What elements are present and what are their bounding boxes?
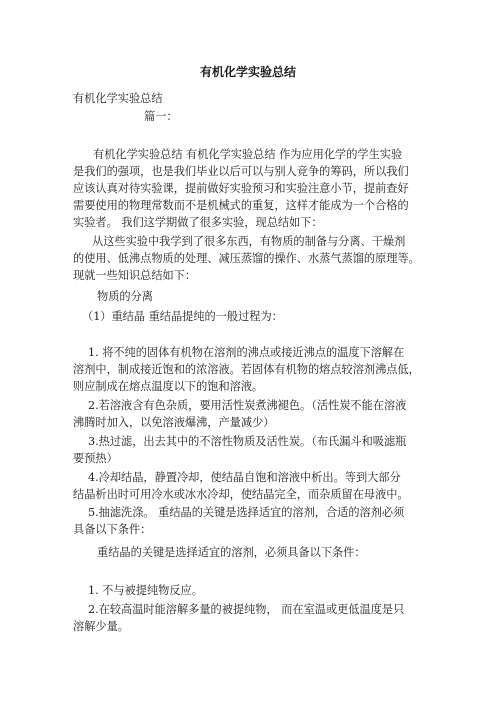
paragraph-line: 3.热过滤，出去其中的不溶性物质及活性炭。（布氏漏斗和吸滤瓶 xyxy=(88,435,407,448)
paragraph-line: 从这些实验中我学到了很多东西，有物质的制备与分离、干燥剂 xyxy=(92,235,406,248)
paragraph-line: 4.冷却结晶，静置冷却，使结晶自饱和溶液中析出。等到大部分 xyxy=(88,471,401,484)
paragraph-line: 应该认真对待实验课，提前做好实验预习和实验注意小节，提前查好 xyxy=(73,182,409,195)
list-item: 溶解少量。 xyxy=(73,620,129,633)
paragraph-line: 现就一些知识总结如下： xyxy=(73,269,197,282)
paragraph-line: 实验者。 我们这学期做了很多实验，现总结如下： xyxy=(73,216,323,229)
paragraph-line: 需要使用的物理常数而不是机械式的重复，这样才能成为一个合格的 xyxy=(73,199,409,212)
paragraph-line: 结晶析出时可用冷水或冰水冷却，使结晶完全，而杂质留在母液中。 xyxy=(73,488,409,501)
paragraph-line: 溶剂中，制成接近饱和的浓溶液。若固体有机物的熔点较溶剂沸点低， xyxy=(73,363,420,376)
paragraph-line: 沸腾时加入，以免溶液爆沸，产量减少） xyxy=(73,416,275,429)
paragraph-line: 2.若溶液含有色杂质，要用活性炭煮沸褪色。（活性炭不能在溶液 xyxy=(88,399,407,412)
paragraph-line: 重结晶的关键是选择适宜的溶剂，必须具备以下条件： xyxy=(97,546,366,559)
section-heading: （1）重结晶 重结晶提纯的一般过程为： xyxy=(82,310,283,323)
paragraph-line: 5.抽滤洗涤。 重结晶的关键是选择适宜的溶剂，合适的溶剂必须 xyxy=(88,506,405,519)
document-subtitle: 有机化学实验总结 xyxy=(73,92,163,105)
section-heading: 物质的分离 xyxy=(97,290,153,303)
paragraph-line: 是我们的强项，也是我们毕业以后可以与别人竞争的筹码，所以我们 xyxy=(73,165,409,178)
list-item: 1. 不与被提纯物反应。 xyxy=(88,584,203,597)
paragraph-line: 的使用、低沸点物质的处理、减压蒸馏的操作、水蒸气蒸馏的原理等。 xyxy=(73,252,420,265)
paragraph-line: 则应制成在熔点温度以下的饱和溶液。 xyxy=(73,380,264,393)
section-label: 篇一： xyxy=(144,110,178,123)
paragraph-line: 要预热） xyxy=(73,452,118,465)
paragraph-line: 具备以下条件： xyxy=(73,523,152,536)
list-item: 2.在较高温时能溶解多量的被提纯物， 而在室温或更低温度是只 xyxy=(88,603,405,616)
document-title: 有机化学实验总结 xyxy=(199,65,296,79)
paragraph-line: 1. 将不纯的固体有机物在溶剂的沸点或接近沸点的温度下溶解在 xyxy=(88,346,405,359)
paragraph-line: 有机化学实验总结 有机化学实验总结 作为应用化学的学生实验 xyxy=(93,148,403,161)
